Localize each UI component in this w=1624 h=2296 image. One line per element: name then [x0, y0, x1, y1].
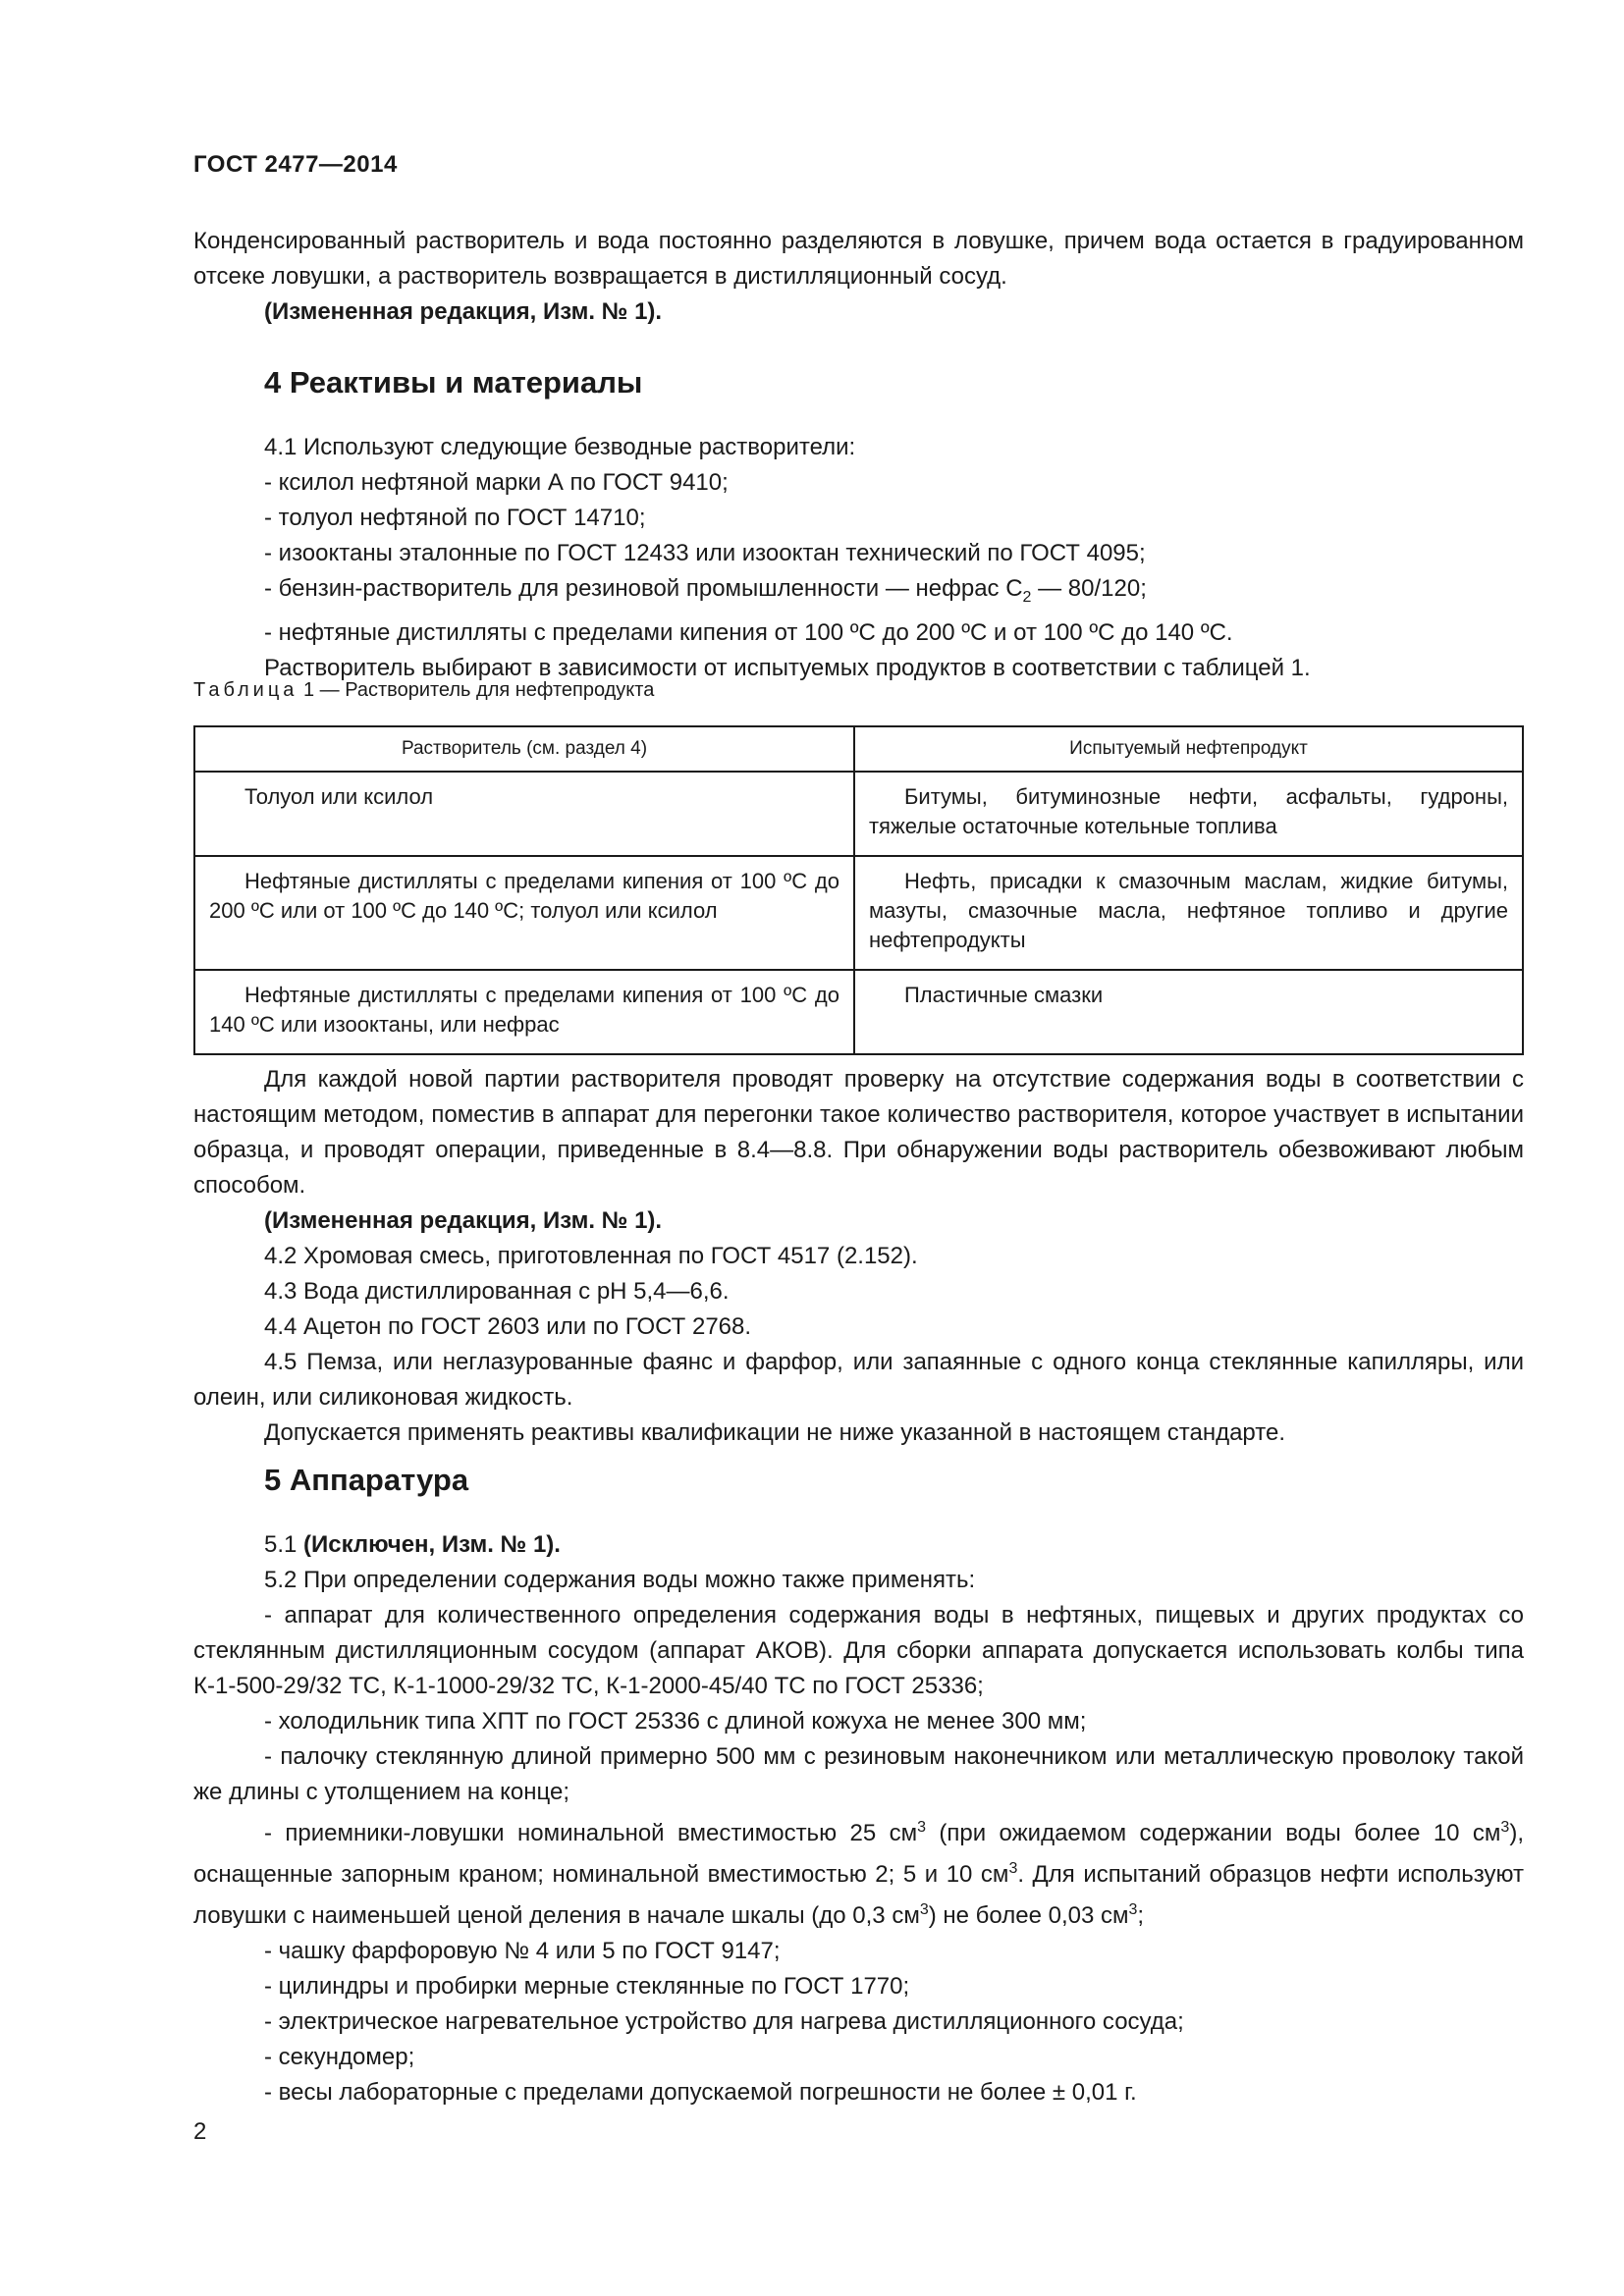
cell-text: Битумы, битуминозные нефти, асфальты, гудроны, тяжелые остаточные котельные топлива: [868, 784, 1508, 838]
clause-4-5: 4.5 Пемза, или неглазурованные фаянс и фарфор, или запаянные с одного конца стеклянные капилляры, или олеин, или силиконовая жидкость.: [193, 1349, 1524, 1411]
superscript: 3: [1500, 1819, 1510, 1836]
list-item-text: - приемники-ловушки номинальной вместимостью 25 см: [264, 1820, 918, 1846]
table-cell: [194, 772, 854, 856]
table-row: [194, 856, 1523, 970]
table-caption-label: Таблица: [193, 679, 298, 701]
table-cell: [854, 772, 1523, 856]
list-item-text: — 80/120;: [1031, 575, 1147, 602]
clause-4-1: 4.1 Используют следующие безводные растворители:: [264, 434, 856, 460]
list-item: - нефтяные дистилляты с пределами кипения от 100 ºС до 200 ºС и от 100 ºС до 140 ºС.: [264, 619, 1233, 646]
table-cell: [854, 856, 1523, 970]
list-item-text: - бензин-растворитель для резиновой промышленности — нефрас С: [264, 575, 1023, 602]
table-1-block: [193, 679, 1524, 1055]
solvent-check-paragraph: Для каждой новой партии растворителя проводят проверку на отсутствие содержания воды в соответствии с настоящим методом, поместив в аппарат для перегонки такое количество растворителя, которое участвует в испытании образца, и проводят операции, приведенные в 8.4—8.8. При обнаружении воды растворитель обезвоживают любым способом.: [193, 1066, 1524, 1199]
table-header-row: [194, 726, 1523, 772]
list-item: - палочку стеклянную длиной примерно 500 мм с резиновым наконечником или металлическую проволоку такой же длины с утолщением на конце;: [193, 1743, 1524, 1805]
clause-number: 5.1: [264, 1531, 304, 1558]
table-caption-text: 1 — Растворитель для нефтепродукта: [298, 679, 655, 701]
section-5-title: 5 Аппаратура: [264, 1463, 469, 1497]
list-item: [193, 1810, 1524, 1934]
section-4-title: 4 Реактивы и материалы: [264, 365, 643, 400]
list-item: - аппарат для количественного определения содержания воды в нефтяных, пищевых и других продуктах со стеклянным дистилляционным сосудом (аппарат АКОВ). Для сборки аппарата допускается использовать колбы типа К-1-500-29/32 ТС, К-1-1000-29/32 ТС, К-1-2000-45/40 ТС по ГОСТ 25336;: [193, 1602, 1524, 1699]
page-number: 2: [193, 2118, 207, 2145]
table-caption: [193, 679, 1524, 702]
list-item: - весы лабораторные с пределами допускаемой погрешности не более ± 0,01 г.: [264, 2079, 1137, 2106]
list-item: [193, 571, 1524, 615]
clause-5-2: 5.2 При определении содержания воды можно также применять:: [264, 1567, 976, 1593]
table-cell: [194, 856, 854, 970]
section-4: [193, 365, 1524, 686]
table-row: [194, 772, 1523, 856]
superscript: 3: [917, 1819, 926, 1836]
table-row: [194, 970, 1523, 1054]
list-item-text: (при ожидаемом содержании воды более 10 см: [925, 1820, 1501, 1846]
table-header-cell: Растворитель (см. раздел 4): [194, 726, 854, 772]
section-5: [193, 1463, 1524, 2110]
superscript: 3: [1008, 1860, 1018, 1877]
allowed-reagents-note: Допускается применять реактивы квалификации не ниже указанной в настоящем стандарте.: [264, 1419, 1285, 1446]
after-table-block: [193, 1062, 1524, 1451]
list-item: - секундомер;: [264, 2044, 415, 2070]
cell-text: Пластичные смазки: [903, 983, 1104, 1007]
amendment-note: (Измененная редакция, Изм. № 1).: [264, 1207, 663, 1234]
document-header: ГОСТ 2477—2014: [193, 151, 398, 178]
clause-5-1: [193, 1527, 1524, 1563]
table-cell: [194, 970, 854, 1054]
list-item: - изооктаны эталонные по ГОСТ 12433 или изооктан технический по ГОСТ 4095;: [264, 540, 1146, 566]
clause-4-4: 4.4 Ацетон по ГОСТ 2603 или по ГОСТ 2768.: [264, 1313, 752, 1340]
clause-4-2: 4.2 Хромовая смесь, приготовленная по ГОСТ 4517 (2.152).: [264, 1243, 918, 1269]
list-item: - цилиндры и пробирки мерные стеклянные по ГОСТ 1770;: [264, 1973, 910, 2000]
list-item: - электрическое нагревательное устройство для нагрева дистилляционного сосуда;: [264, 2008, 1184, 2035]
list-item-text: ), оснащенные запорным краном; номинальной вместимостью 2; 5 и 10 см: [193, 1820, 1524, 1888]
clause-4-3: 4.3 Вода дистиллированная с pH 5,4—6,6.: [264, 1278, 730, 1305]
intro-paragraph: Конденсированный растворитель и вода постоянно разделяются в ловушке, причем вода остается в градуированном отсеке ловушки, а растворитель возвращается в дистилляционный сосуд.: [193, 228, 1524, 290]
list-item: - холодильник типа ХПТ по ГОСТ 25336 с длиной кожуха не менее 300 мм;: [264, 1708, 1087, 1735]
list-item-text: ) не более 0,03 см: [928, 1902, 1129, 1929]
list-item: - чашку фарфоровую № 4 или 5 по ГОСТ 9147;: [264, 1938, 781, 1964]
excluded-note: (Исключен, Изм. № 1).: [303, 1531, 561, 1558]
list-item: - толуол нефтяной по ГОСТ 14710;: [264, 505, 646, 531]
list-item-text: ;: [1137, 1902, 1145, 1929]
solvent-table: [193, 725, 1524, 1055]
cell-text: Нефть, присадки к смазочным маслам, жидкие битумы, мазуты, смазочные масла, нефтяное топливо и другие нефтепродукты: [868, 869, 1508, 952]
superscript: 3: [1128, 1901, 1138, 1918]
table-header-cell: Испытуемый нефтепродукт: [854, 726, 1523, 772]
choose-solvent-text: Растворитель выбирают в зависимости от испытуемых продуктов в соответствии с таблицей 1.: [264, 655, 1311, 681]
list-item: - ксилол нефтяной марки А по ГОСТ 9410;: [264, 469, 729, 496]
amendment-note: (Измененная редакция, Изм. № 1).: [264, 298, 663, 325]
cell-text: Нефтяные дистилляты с пределами кипения от 100 ºС до 200 ºС или от 100 ºС до 140 ºС; толуол или ксилол: [209, 869, 839, 923]
superscript: 3: [919, 1901, 929, 1918]
cell-text: Нефтяные дистилляты с пределами кипения от 100 ºС до 140 ºС или изооктаны, или нефрас: [209, 983, 839, 1037]
intro-block: [193, 224, 1524, 330]
cell-text: Толуол или ксилол: [244, 784, 434, 809]
subscript: 2: [1022, 589, 1032, 606]
table-cell: [854, 970, 1523, 1054]
list-item-text: . Для испытаний образцов нефти используют ловушки с наименьшей ценой деления в начале шкалы (до 0,3 см: [193, 1861, 1525, 1929]
